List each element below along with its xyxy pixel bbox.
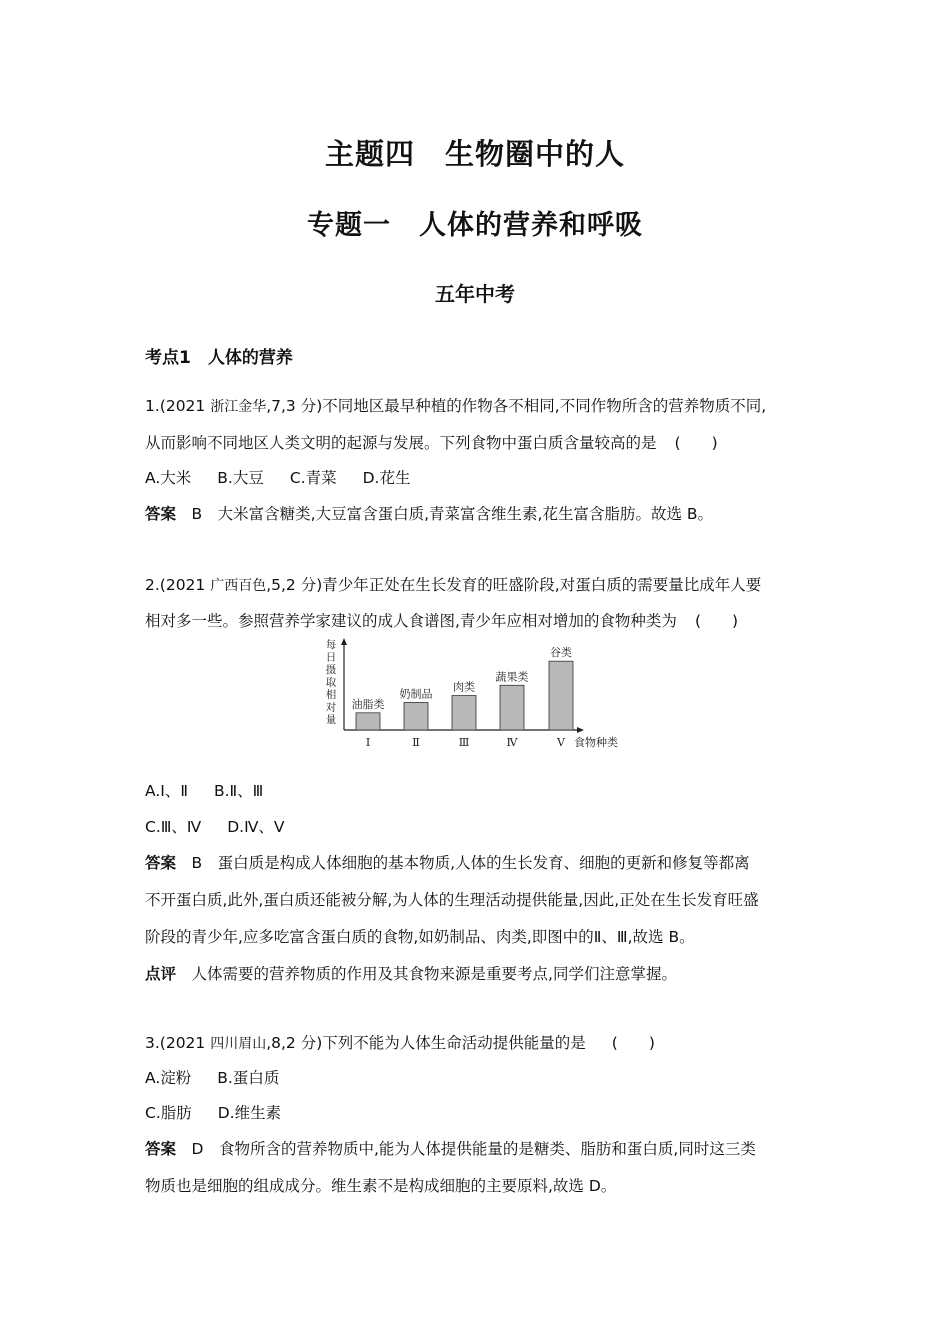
q2-option-d: D.Ⅳ、Ⅴ [227, 818, 285, 836]
q1-answer-label: 答案 [145, 505, 177, 523]
q2-answer-line2: 不开蛋白质,此外,蛋白质还能被分解,为人体的生理活动提供能量,因此,正处在生长发育旺盛 [145, 891, 759, 909]
chart-bar-3 [452, 696, 476, 730]
q1-text-2: 从而影响不同地区人类文明的起源与发展。下列食物中蛋白质含量较高的是 [145, 434, 657, 452]
q3-answer-line2: 物质也是细胞的组成成分。维生素不是构成细胞的主要原料,故选 D。 [145, 1177, 617, 1195]
chart-ylabel-char: 每 [325, 639, 337, 651]
q3-stem-line1 [145, 1031, 655, 1053]
q1-answer-blank: ( ) [674, 434, 718, 452]
q1-option-b: B.大豆 [217, 469, 264, 487]
q1-stem-line2 [145, 431, 718, 453]
q1-option-d: D.花生 [362, 469, 411, 487]
q3-answer-label: 答案 [145, 1140, 177, 1158]
topic-heading: 考点1 人体的营养 [145, 348, 293, 368]
q1-options [145, 466, 436, 488]
q3-answer-text-1: D 食物所含的营养物质中,能为人体提供能量的是糖类、脂肪和蛋白质,同时这三类 [191, 1140, 756, 1158]
chart-bar-1 [356, 713, 380, 730]
q1-score: ,7,3 分) [266, 397, 323, 415]
q2-answer-label: 答案 [145, 854, 177, 872]
chart-bar-label-1: 油脂类 [351, 697, 385, 711]
q3-text: 下列不能为人体生命活动提供能量的是 [322, 1034, 586, 1052]
q1-number: 1.(2021 [145, 397, 211, 415]
q1-stem-line1 [145, 394, 766, 416]
chart-bar-label-2: 奶制品 [399, 687, 433, 701]
q2-text: 青少年正处在生长发育的旺盛阶段,对蛋白质的需要量比成年人要 [322, 576, 762, 594]
food-bar-chart [318, 636, 638, 751]
q2-text-2: 相对多一些。参照营养学家建议的成人食谱图,青少年应相对增加的食物种类为 [145, 612, 677, 630]
chart-ylabel-char: 摄 [325, 664, 337, 676]
chart-bar-4 [500, 685, 524, 730]
q3-option-c: C.脂肪 [145, 1104, 192, 1122]
q2-option-b: B.Ⅱ、Ⅲ [213, 782, 264, 800]
chart-bar-5 [549, 661, 573, 730]
chart-x-tick-5: Ⅴ [557, 736, 565, 749]
q2-option-c: C.Ⅲ、Ⅳ [145, 818, 202, 836]
chart-bar-label-3: 肉类 [453, 680, 475, 694]
q2-score: ,5,2 分) [266, 576, 323, 594]
page-subtitle: 专题一 人体的营养和呼吸 [307, 210, 643, 241]
chart-ylabel-char: 取 [325, 676, 337, 689]
q3-option-b: B.蛋白质 [217, 1069, 280, 1087]
q1-option-c: C.青菜 [289, 469, 337, 487]
chart-x-tick-3: Ⅲ [458, 736, 470, 749]
q2-comment-label: 点评 [145, 965, 177, 983]
q3-options-row2 [145, 1101, 307, 1123]
q2-comment-text: 人体需要的营养物质的作用及其食物来源是重要考点,同学们注意掌握。 [191, 965, 677, 983]
q1-option-a: A.大米 [145, 469, 192, 487]
q2-option-a: A.Ⅰ、Ⅱ [145, 782, 188, 800]
chart-ylabel-char: 日 [325, 651, 337, 664]
q3-score: ,8,2 分) [266, 1034, 323, 1052]
chart-bar-label-5: 谷类 [550, 646, 572, 660]
chart-bar-2 [404, 702, 428, 730]
chart-xlabel: 食物种类 [574, 736, 618, 749]
q1-text: 不同地区最早种植的作物各不相同,不同作物所含的营养物质不同, [322, 397, 767, 415]
q3-answer-blank: ( ) [611, 1034, 655, 1052]
q2-stem-line2 [145, 609, 738, 631]
q1-answer [145, 502, 713, 524]
q3-number: 3.(2021 [145, 1034, 211, 1052]
q2-options-row1 [145, 779, 289, 801]
chart-x-tick-2: Ⅱ [412, 736, 420, 749]
q2-number: 2.(2021 [145, 576, 211, 594]
chart-ylabel-char: 量 [325, 714, 337, 726]
q2-answer-line3: 阶段的青少年,应多吃富含蛋白质的食物,如奶制品、肉类,即图中的Ⅱ、Ⅲ,故选 B。 [145, 928, 695, 946]
q2-comment [145, 962, 677, 984]
q2-answer-blank: ( ) [694, 612, 739, 630]
q2-stem-line1 [145, 573, 761, 595]
q3-options-row1 [145, 1066, 305, 1088]
chart-bar-label-4: 蔬果类 [495, 670, 529, 684]
q3-option-a: A.淀粉 [145, 1069, 192, 1087]
chart-ylabel-char: 相 [325, 689, 337, 701]
q2-options-row2 [145, 815, 311, 837]
q3-option-d: D.维生素 [217, 1104, 282, 1122]
chart-ylabel-char: 对 [325, 701, 337, 714]
page-title: 主题四 生物圈中的人 [324, 137, 625, 171]
q1-source: 浙江金华 [210, 399, 267, 415]
q3-source: 四川眉山 [210, 1036, 267, 1052]
chart-x-tick-4: Ⅳ [506, 736, 518, 749]
q2-answer-line1 [145, 851, 750, 873]
q2-answer-text-1: B 蛋白质是构成人体细胞的基本物质,人体的生长发育、细胞的更新和修复等都离 [191, 854, 750, 872]
q2-source: 广西百色 [210, 578, 267, 594]
chart-x-arrow [577, 727, 584, 733]
chart-ylabel [326, 638, 337, 726]
chart-y-arrow [341, 638, 347, 645]
section-label: 五年中考 [435, 282, 515, 306]
q3-answer-line1 [145, 1137, 756, 1159]
q1-answer-text: B 大米富含糖类,大豆富含蛋白质,青菜富含维生素,花生富含脂肪。故选 B。 [191, 505, 714, 523]
chart-x-tick-1: Ⅰ [365, 736, 371, 749]
